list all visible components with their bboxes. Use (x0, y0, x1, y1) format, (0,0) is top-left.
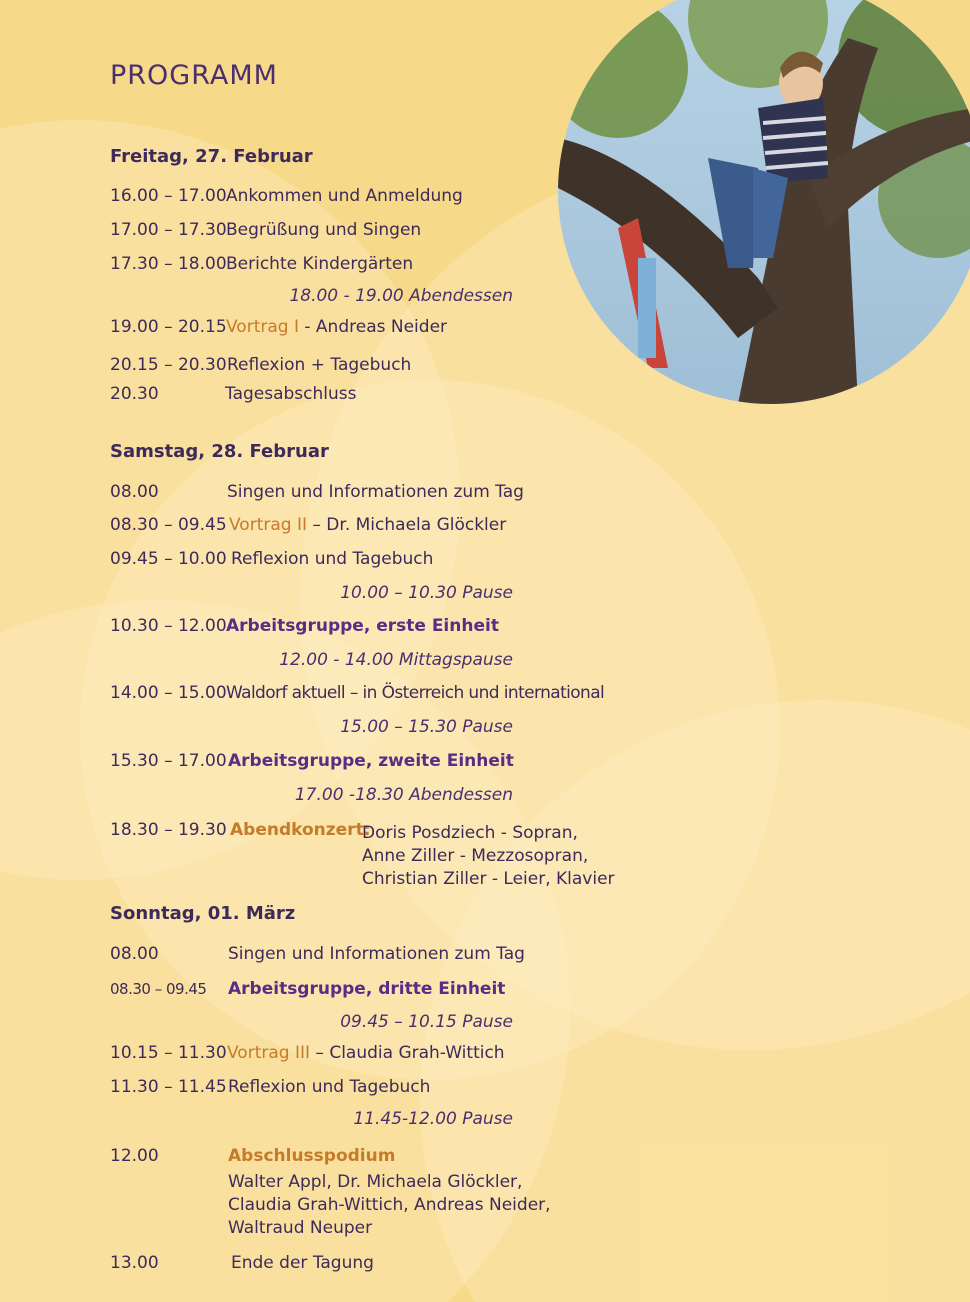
time: 16.00 – 17.00 (110, 186, 227, 206)
schedule-row (110, 820, 371, 840)
time: 12.00 (110, 1146, 159, 1166)
activity (227, 1043, 505, 1063)
performer: Christian Ziller - Leier, Klavier (362, 869, 615, 889)
performer: Anne Ziller - Mezzosopran, (362, 846, 589, 866)
time: 10.30 – 12.00 (110, 616, 227, 636)
time: 09.45 – 10.00 (110, 549, 227, 569)
break-entry: 10.00 – 10.30 Pause (340, 583, 513, 603)
activity: Reflexion und Tagebuch (228, 1077, 431, 1097)
day-heading-sunday: Sonntag, 01. März (110, 903, 296, 924)
activity: Tagesabschluss (225, 384, 357, 404)
activity: Arbeitsgruppe, zweite Einheit (228, 751, 514, 771)
time: 11.30 – 11.45 (110, 1077, 227, 1097)
lecture-label: Vortrag II (229, 515, 307, 535)
schedule-row (110, 317, 448, 337)
time: 08.30 – 09.45 (110, 980, 207, 998)
speaker: - Andreas Neider (298, 317, 448, 337)
schedule-row (110, 751, 514, 771)
time: 14.00 – 15.00 (110, 683, 227, 703)
schedule-row (110, 1043, 505, 1063)
schedule-row (110, 1077, 431, 1097)
activity: Ende der Tagung (231, 1253, 374, 1273)
page-title: PROGRAMM (110, 60, 278, 91)
time: 17.00 – 17.30 (110, 220, 227, 240)
day-heading-saturday: Samstag, 28. Februar (110, 441, 329, 462)
activity: Waldorf aktuell – in Österreich und international (226, 683, 605, 703)
time: 20.15 – 20.30 (110, 355, 227, 375)
closing-panel-label: Abschlusspodium (228, 1146, 396, 1166)
break-entry: 17.00 -18.30 Abendessen (294, 785, 513, 805)
concert-label: Abendkonzert: (230, 820, 371, 840)
break-entry: 09.45 – 10.15 Pause (340, 1012, 513, 1032)
lecture-label: Vortrag III (227, 1043, 311, 1063)
activity: Arbeitsgruppe, erste Einheit (226, 616, 499, 636)
break-entry: 11.45-12.00 Pause (353, 1109, 513, 1129)
break-entry: 18.00 - 19.00 Abendessen (289, 286, 513, 306)
schedule-row (110, 1253, 374, 1273)
schedule-row (110, 355, 412, 375)
panel-members (228, 1171, 551, 1240)
break-entry: 15.00 – 15.30 Pause (340, 717, 513, 737)
time: 08.30 – 09.45 (110, 515, 227, 535)
schedule-row (110, 220, 422, 240)
schedule-row (110, 944, 525, 964)
panel-member-line: Waltraud Neuper (228, 1218, 373, 1238)
schedule-row (110, 384, 357, 404)
speaker: – Dr. Michaela Glöckler (307, 515, 507, 535)
schedule-row (110, 683, 605, 703)
performer: Doris Posdziech - Sopran, (362, 823, 578, 843)
activity: Arbeitsgruppe, dritte Einheit (228, 979, 506, 999)
lecture-label: Vortrag I (226, 317, 299, 337)
schedule-row (110, 186, 463, 206)
schedule-row (110, 549, 434, 569)
activity: Berichte Kindergärten (226, 254, 414, 274)
activity (226, 317, 447, 337)
activity: Reflexion + Tagebuch (227, 355, 412, 375)
activity (229, 515, 506, 535)
activity: Reflexion und Tagebuch (231, 549, 434, 569)
schedule-row (110, 979, 506, 999)
performers-list (362, 822, 615, 891)
panel-member-line: Walter Appl, Dr. Michaela Glöckler, (228, 1172, 523, 1192)
schedule-row (110, 616, 499, 636)
activity: Begrüßung und Singen (226, 220, 422, 240)
time: 15.30 – 17.00 (110, 751, 227, 771)
speaker: – Claudia Grah-Wittich (310, 1043, 505, 1063)
activity: Ankommen und Anmeldung (226, 186, 463, 206)
activity: Singen und Informationen zum Tag (228, 944, 525, 964)
time: 10.15 – 11.30 (110, 1043, 227, 1063)
schedule-row (110, 515, 507, 535)
panel-member-line: Claudia Grah-Wittich, Andreas Neider, (228, 1195, 551, 1215)
time: 13.00 (110, 1253, 159, 1273)
time: 18.30 – 19.30 (110, 820, 227, 840)
time: 19.00 – 20.15 (110, 317, 227, 337)
time: 20.30 (110, 384, 159, 404)
time: 17.30 – 18.00 (110, 254, 227, 274)
time: 08.00 (110, 482, 159, 502)
time: 08.00 (110, 944, 159, 964)
schedule-row (110, 254, 414, 274)
schedule-row (110, 1146, 396, 1166)
break-entry: 12.00 - 14.00 Mittagspause (279, 650, 513, 670)
schedule-row (110, 482, 524, 502)
activity: Singen und Informationen zum Tag (227, 482, 524, 502)
day-heading-friday: Freitag, 27. Februar (110, 146, 313, 167)
